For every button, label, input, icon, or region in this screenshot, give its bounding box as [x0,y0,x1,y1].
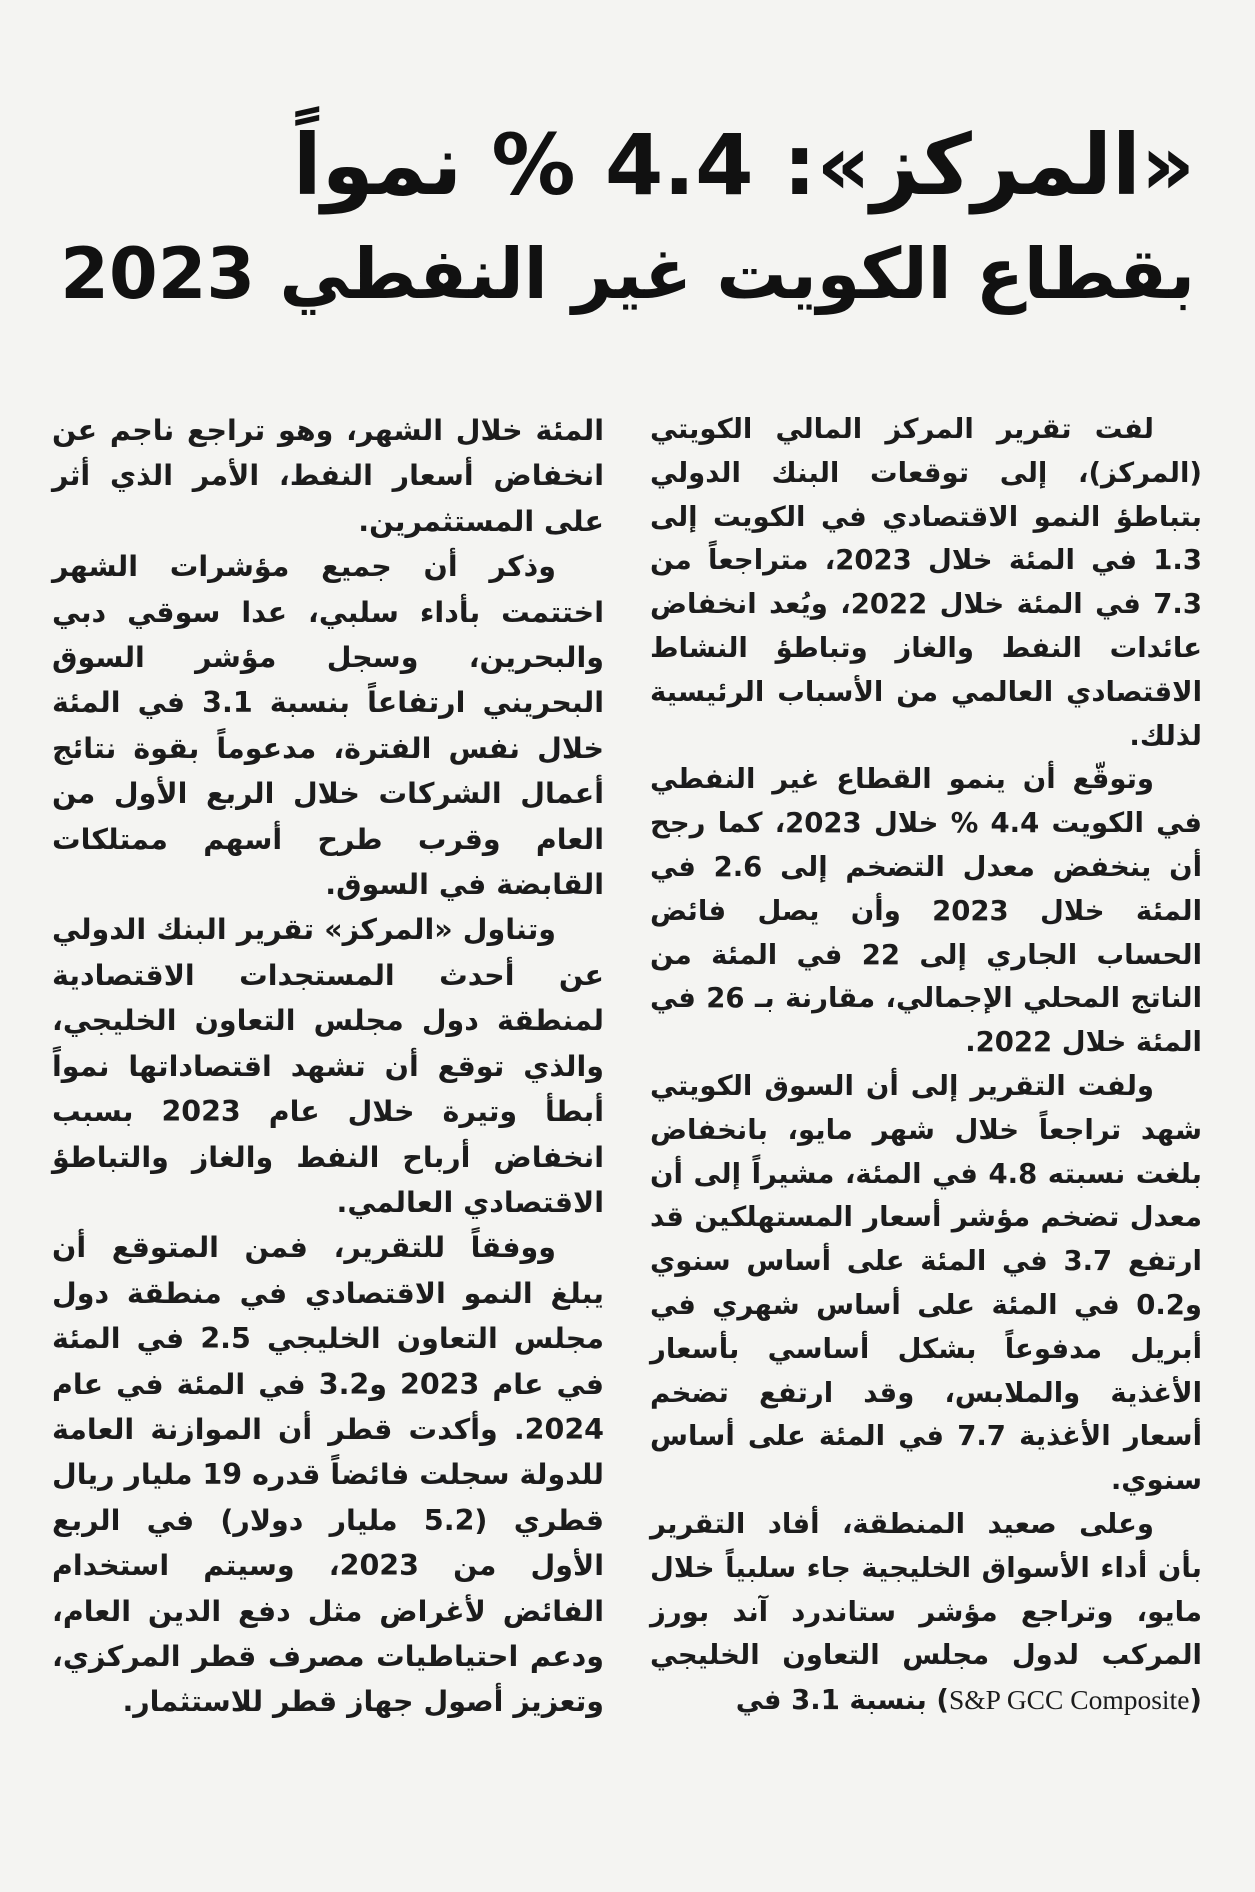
index-name-latin: S&P GCC Composite [948,1684,1190,1716]
paragraph: المئة خلال الشهر، وهو تراجع ناجم عن انخفاض أسعار النفط، الأمر الذي أثر على المستثمرين. [52,414,604,538]
article-column-left [52,408,604,1725]
paragraph: وتوقّع أن ينمو القطاع غير النفطي في الكويت 4.4 % خلال 2023، كما رجح أن ينخفض معدل التضخم إلى 2.6 في المئة خلال 2023 وأن يصل فائض الحساب الجاري إلى 22 في المئة من الناتج المحلي الإجمالي، مقارنة بـ 26 في المئة خلال 2022. [650,763,1203,1059]
paragraph-text: وعلى صعيد المنطقة، أفاد التقرير بأن أداء الأسواق الخليجية جاء سلبياً خلال مايو، وتراجع مؤشر ستاندرد آند بورز المركب لدول مجلس التعاون الخليجي ( [650,1507,1202,1717]
headline-line-1: «المركز»: 4.4 % نمواً [292,116,1195,215]
paragraph: وذكر أن جميع مؤشرات الشهر اختتمت بأداء سلبي، عدا سوقي دبي والبحرين، وسجل مؤشر السوق البحريني ارتفاعاً بنسبة 3.1 في المئة خلال نفس الفترة، مدعوماً بقوة نتائج أعمال الشركات خلال الربع الأول من العام وقرب طرح أسهم ممتلكات القابضة في السوق. [52,550,604,902]
article-body [52,408,1202,1788]
paragraph: وتناول «المركز» تقرير البنك الدولي عن أحدث المستجدات الاقتصادية لمنطقة دول مجلس التعاون الخليجي، والذي توقع أن تشهد اقتصاداتها نمواً أبطأ وتيرة خلال عام 2023 بسبب انخفاض أرباح النفط والغاز والتباطؤ الاقتصادي العالمي. [52,913,604,1219]
paragraph [650,1503,1202,1723]
paragraph: لفت تقرير المركز المالي الكويتي (المركز)، إلى توقعات البنك الدولي بتباطؤ النمو الاقتصادي في الكويت إلى 1.3 في المئة خلال 2023، متراجعاً من 7.3 في المئة خلال 2022، ويُعد انخفاض عائدات النفط والغاز وتباطؤ النشاط الاقتصادي العالمي من الأسباب الرئيسية لذلك. [650,413,1203,752]
paragraph: ولفت التقرير إلى أن السوق الكويتي شهد تراجعاً خلال شهر مايو، بانخفاض بلغت نسبته 4.8 في المئة، مشيراً إلى أن معدل تضخم مؤشر أسعار المستهلكين قد ارتفع 3.7 في المئة على أساس سنوي و0.2 في المئة على أساس شهري في أبريل مدفوعاً بشكل أساسي بأسعار الأغذية والملابس، وقد ارتفع تضخم أسعار الأغذية 7.7 في المئة على أساس سنوي. [650,1069,1202,1497]
headline-line-2: بقطاع الكويت غير النفطي 2023 [60,233,1195,316]
paragraph: ووفقاً للتقرير، فمن المتوقع أن يبلغ النمو الاقتصادي في منطقة دول مجلس التعاون الخليجي 2.5 في المئة في عام 2023 و3.2 في المئة في عام 2024. وأكدت قطر أن الموازنة العامة للدولة سجلت فائضاً قدره 19 مليار ريال قطري (5.2 مليار دولار) في الربع الأول من 2023، وسيتم استخدام الفائض لأغراض مثل دفع الدين العام، ودعم احتياطيات مصرف قطر المركزي، وتعزيز أصول جهاز قطر للاستثمار. [52,1231,605,1719]
paragraph-text: ) بنسبة 3.1 في [735,1684,949,1717]
headline [60,111,1195,329]
article-column-right [650,408,1202,1723]
